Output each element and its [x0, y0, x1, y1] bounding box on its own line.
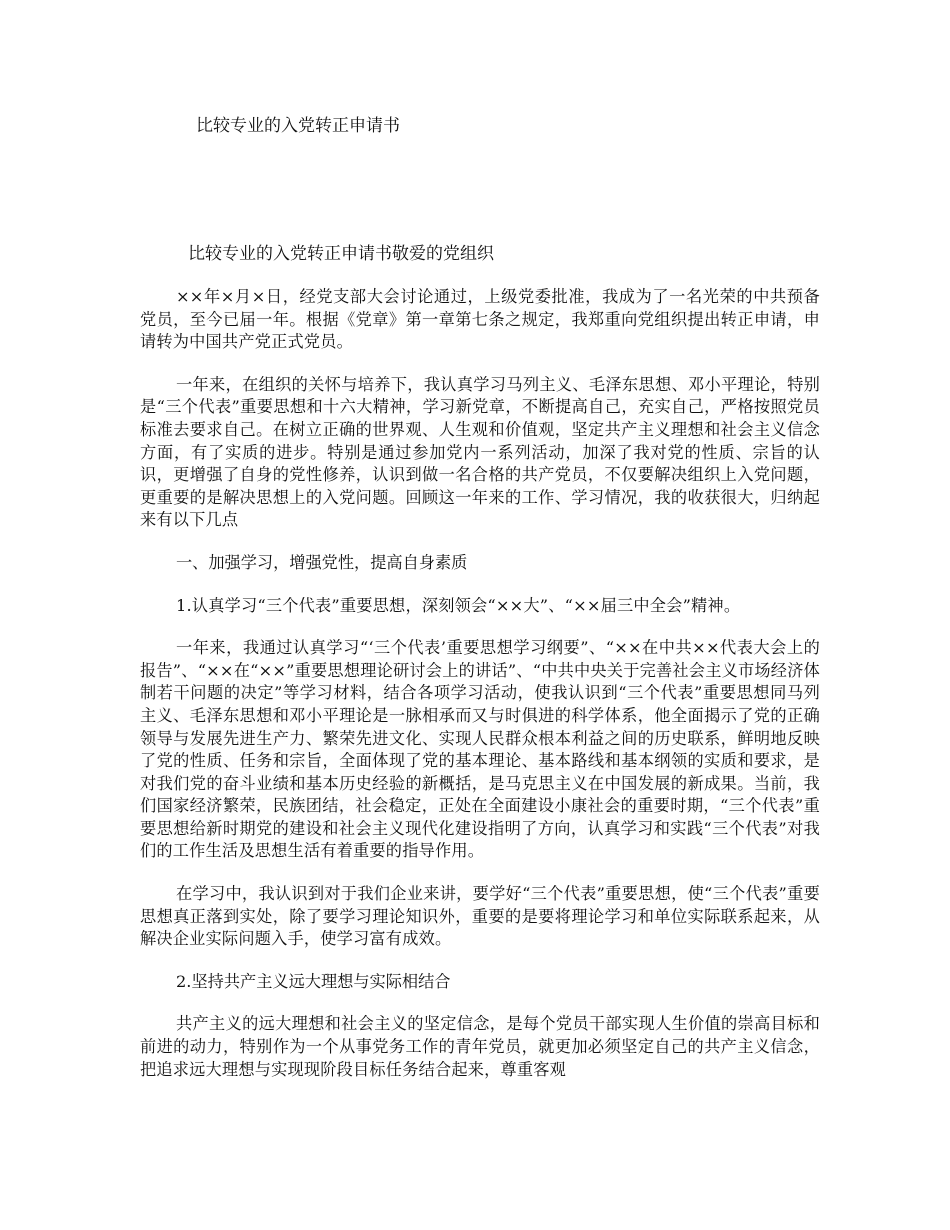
document-subtitle: 比较专业的入党转正申请书敬爱的党组织 — [188, 244, 494, 264]
document-title: 比较专业的入党转正申请书 — [196, 116, 400, 136]
section-heading: 一、加强学习，增强党性，提高自身素质 — [176, 552, 468, 572]
paragraph: 在学习中，我认识到对于我们企业来讲，要学好“三个代表”重要思想，使“三个代表”重要思想真正落到实处，除了要学习理论知识外，重要的是要将理论学习和单位实际联系起来，从解决企业实际问题入手，使学习富有成效。 — [140, 884, 820, 949]
paragraph: 1.认真学习“三个代表”重要思想，深刻领会“××大”、“××届三中全会”精神。 — [176, 595, 741, 615]
section-heading: 2.坚持共产主义远大理想与实际相结合 — [176, 971, 451, 991]
paragraph: 一年来，在组织的关怀与培养下，我认真学习马列主义、毛泽东思想、邓小平理论，特别是“三个代表”重要思想和十六大精神，学习新党章，不断提高自己，充实自己，严格按照党员标准去要求自己。在树立正确的世界观、人生观和价值观，坚定共产主义理想和社会主义信念方面，有了实质的进步。特别是通过参加党内一系列活动，加深了我对党的性质、宗旨的认识，更增强了自身的党性修养，认识到做一名合格的共产党员，不仅要解决组织上入党问题，更重要的是解决思想上的入党问题。回顾这一年来的工作、学习情况，我的收获很大，归纳起来有以下几点 — [140, 374, 820, 530]
paragraph: ××年×月×日，经党支部大会讨论通过，上级党委批准，我成为了一名光荣的中共预备党员，至今已届一年。根据《党章》第一章第七条之规定，我郑重向党组织提出转正申请，申请转为中国共产党正式党员。 — [140, 287, 820, 352]
document-body — [140, 242, 820, 1101]
paragraph: 共产主义的远大理想和社会主义的坚定信念，是每个党员干部实现人生价值的崇高目标和前进的动力，特别作为一个从事党务工作的青年党员，就更加必须坚定自己的共产主义信念，把追求远大理想与实现现阶段目标任务结合起来，尊重客观 — [140, 1014, 820, 1079]
paragraph: 一年来，我通过认真学习“‘三个代表’重要思想学习纲要”、“××在中共××代表大会上的报告”、“××在“××”重要思想理论研讨会上的讲话”、“中共中央关于完善社会主义市场经济体制若干问题的决定”等学习材料，结合各项学习活动，使我认识到“三个代表”重要思想同马列主义、毛泽东思想和邓小平理论是一脉相承而又与时俱进的科学体系，他全面揭示了党的正确领导与发展先进生产力、繁荣先进文化、实现人民群众根本利益之间的历史联系，鲜明地反映了党的性质、任务和宗旨，全面体现了党的基本理论、基本路线和基本纲领的实质和要求，是对我们党的奋斗业绩和基本历史经验的新概括，是马克思主义在中国发展的新成果。当前，我们国家经济繁荣，民族团结，社会稳定，正处在全面建设小康社会的重要时期，“三个代表”重要思想给新时期党的建设和社会主义现代化建设指明了方向，认真学习和实践“三个代表”对我们的工作生活及思想生活有着重要的指导作用。 — [140, 638, 820, 861]
